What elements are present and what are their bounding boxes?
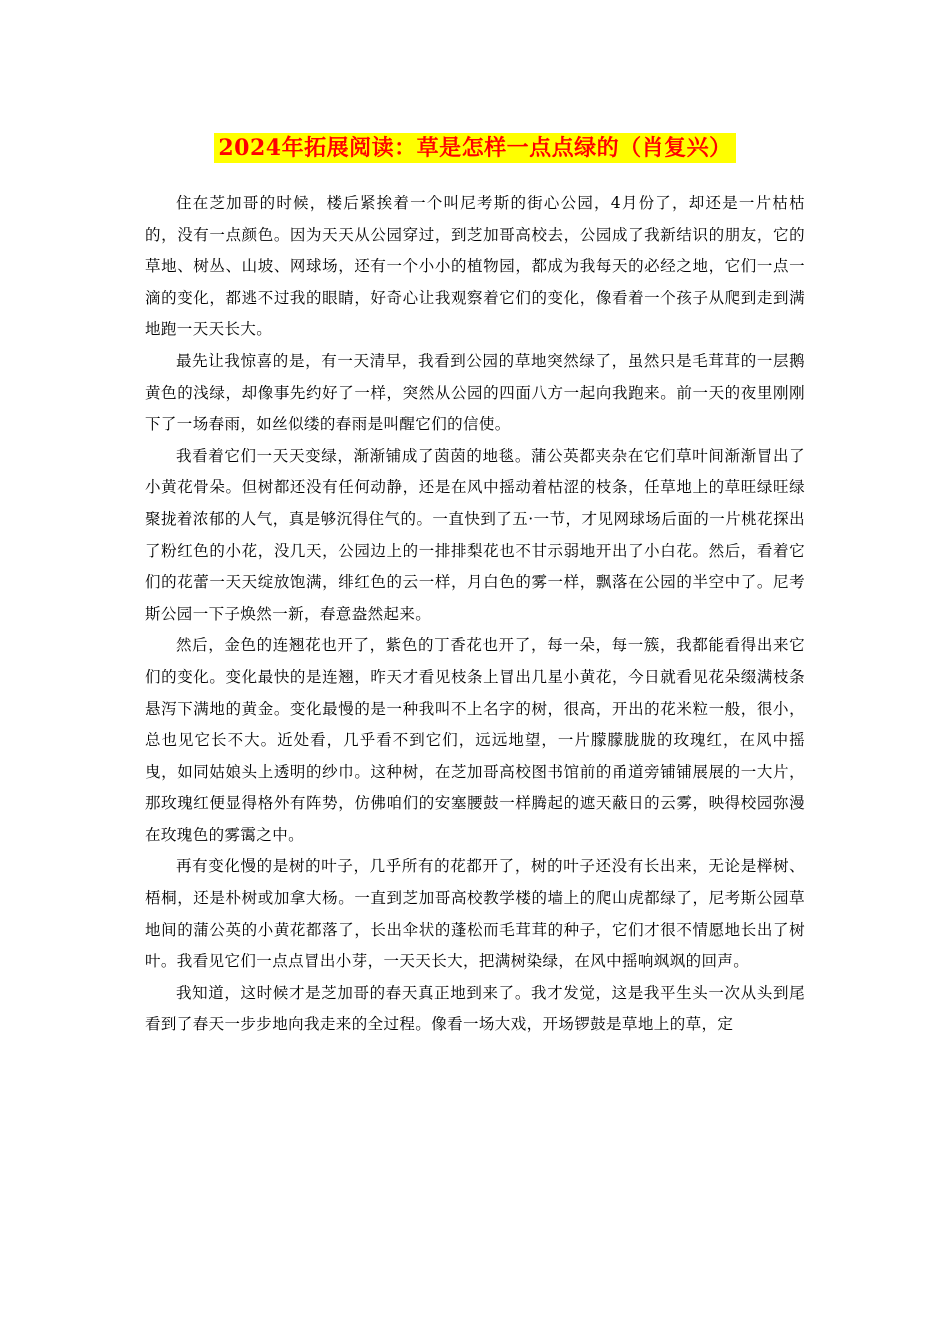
- paragraph-4: 然后，金色的连翘花也开了，紫色的丁香花也开了，每一朵，每一簇，我都能看得出来它们的变化。变化最快的是连翘，昨天才看见枝条上冒出几星小黄花，今日就看见花朵缀满枝条悬泻下满地的黄金。变化最慢的是一种我叫不上名字的树，很高，开出的花米粒一般，很小，总也见它长不大。近处看，几乎看不到它们，远远地望，一片朦朦胧胧的玫瑰红，在风中摇曳，如同姑娘头上透明的纱巾。这种树，在芝加哥高校图书馆前的甬道旁铺铺展展的一大片，那玫瑰红便显得格外有阵势，仿佛咱们的安塞腰鼓一样腾起的遮天蔽日的云雾，映得校园弥漫在玫瑰色的雾霭之中。: [145, 636, 805, 844]
- document-title: 2024年拓展阅读：草是怎样一点点绿的（肖复兴）: [214, 133, 735, 163]
- paragraph-5: 再有变化慢的是树的叶子，几乎所有的花都开了，树的叶子还没有长出来，无论是榉树、梧桐，还是朴树或加拿大杨。一直到芝加哥高校教学楼的墙上的爬山虎都绿了，尼考斯公园草地间的蒲公英的小黄花都落了，长出伞状的蓬松而毛茸茸的种子，它们才很不情愿地长出了树叶。我看见它们一点点冒出小芽，一天天长大，把满树染绿，在风中摇响飒飒的回声。: [145, 857, 805, 971]
- article-body: [145, 188, 805, 1041]
- paragraph-2: 最先让我惊喜的是，有一天清早，我看到公园的草地突然绿了，虽然只是毛茸茸的一层鹅黄色的浅绿，却像事先约好了一样，突然从公园的四面八方一起向我跑来。前一天的夜里刚刚下了一场春雨，如丝似缕的春雨是叫醒它们的信使。: [145, 351, 805, 434]
- paragraph-1: 住在芝加哥的时候，楼后紧挨着一个叫尼考斯的街心公园，4月份了，却还是一片枯枯的，没有一点颜色。因为天天从公园穿过，到芝加哥高校去，公园成了我新结识的朋友，它的草地、树丛、山坡、网球场，还有一个小小的植物园，都成为我每天的必经之地，它们一点一滴的变化，都逃不过我的眼睛，好奇心让我观察着它们的变化，像看着一个孩子从爬到走到满地跑一天天长大。: [145, 194, 805, 339]
- paragraph-3: 我看着它们一天天变绿，渐渐铺成了茵茵的地毯。蒲公英都夹杂在它们草叶间渐渐冒出了小黄花骨朵。但树都还没有任何动静，还是在风中摇动着枯涩的枝条，任草地上的草旺绿旺绿聚拢着浓郁的人气，真是够沉得住气的。一直快到了五·一节，才见网球场后面的一片桃花探出了粉红色的小花，没几天，公园边上的一排排梨花也不甘示弱地开出了小白花。然后，看着它们的花蕾一天天绽放饱满，绯红色的云一样，月白色的雾一样，飘落在公园的半空中了。尼考斯公园一下子焕然一新，春意盎然起来。: [145, 446, 805, 623]
- title-block: [0, 133, 950, 163]
- paragraph-6: 我知道，这时候才是芝加哥的春天真正地到来了。我才发觉，这是我平生头一次从头到尾看到了春天一步步地向我走来的全过程。像看一场大戏，开场锣鼓是草地上的草，定: [145, 983, 805, 1034]
